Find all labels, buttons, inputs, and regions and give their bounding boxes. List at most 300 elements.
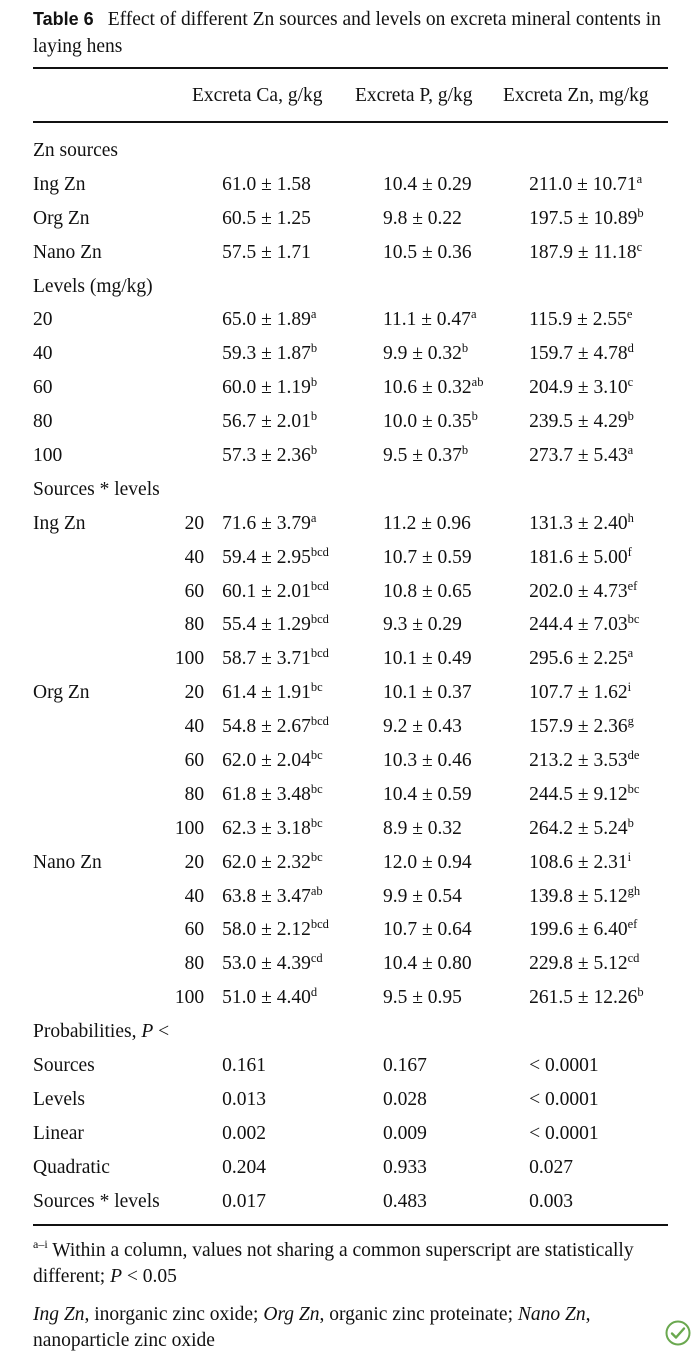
- abbr-def: , nanoparticle zinc oxide: [33, 1304, 591, 1351]
- row-label: [33, 337, 160, 371]
- table-row: [33, 507, 697, 541]
- row-label: [33, 744, 160, 778]
- level-label: [160, 337, 222, 371]
- level-label: [160, 710, 222, 744]
- cell-excreta-ca: [222, 1049, 383, 1083]
- cell-excreta-ca: [222, 337, 383, 371]
- significance-superscript: b: [310, 375, 318, 390]
- cell-excreta-p: [383, 1185, 529, 1219]
- cell-excreta-p: [383, 846, 529, 880]
- cell-excreta-ca: [222, 778, 383, 812]
- table-row: [33, 880, 697, 914]
- cell-excreta-zn: [529, 507, 697, 541]
- header-excreta-p: Excreta P, g/kg: [355, 85, 473, 106]
- table-row: [33, 608, 697, 642]
- section-label-value: Zn sources: [33, 139, 119, 161]
- level-label: [160, 168, 222, 202]
- level-label-value: 40: [184, 885, 205, 907]
- row-label: [33, 439, 160, 473]
- significance-superscript: d: [310, 985, 318, 1000]
- cell-excreta-ca-value: 57.5 ± 1.71: [222, 241, 311, 263]
- row-label: [33, 1083, 160, 1117]
- cell-excreta-zn: [529, 236, 697, 270]
- cell-excreta-p: [383, 913, 529, 947]
- cell-excreta-zn-value: 213.2 ± 3.53: [529, 749, 628, 771]
- cell-excreta-zn: [529, 405, 697, 439]
- table-row: [33, 202, 697, 236]
- row-label-value: 20: [33, 309, 53, 331]
- cell-excreta-zn-value: 202.0 ± 4.73: [529, 580, 628, 602]
- table-row: [33, 642, 697, 676]
- cell-excreta-ca: [222, 439, 383, 473]
- cell-excreta-p: [383, 1117, 529, 1151]
- significance-superscript: b: [637, 205, 644, 220]
- significance-superscript: b: [310, 409, 318, 424]
- level-label: [160, 1151, 222, 1185]
- level-label: [160, 303, 222, 337]
- section-label: [33, 134, 697, 168]
- significance-superscript: h: [627, 510, 634, 525]
- table-body: [33, 134, 697, 1219]
- cell-excreta-zn: [529, 1185, 697, 1219]
- row-label-value: Nano Zn: [33, 241, 102, 263]
- row-label-value: Nano Zn: [33, 851, 102, 873]
- row-label: [33, 507, 160, 541]
- cell-excreta-ca: [222, 371, 383, 405]
- cell-excreta-zn: [529, 676, 697, 710]
- cell-excreta-p-value: 10.1 ± 0.37: [382, 682, 472, 704]
- row-label: [33, 846, 160, 880]
- cell-excreta-zn-value: 244.4 ± 7.03: [529, 614, 628, 636]
- row-label: [33, 1151, 160, 1185]
- level-label-value: 80: [184, 953, 205, 975]
- header-excreta-zn: Excreta Zn, mg/kg: [503, 85, 649, 106]
- cell-excreta-ca: [222, 1151, 383, 1185]
- cell-excreta-zn-value: 108.6 ± 2.31: [529, 851, 628, 873]
- table-row: [33, 168, 697, 202]
- cell-excreta-zn-value: 0.003: [529, 1190, 573, 1212]
- cell-excreta-zn: [529, 303, 697, 337]
- cell-excreta-zn: [529, 337, 697, 371]
- table-row: [33, 473, 697, 507]
- cell-excreta-ca: [222, 744, 383, 778]
- cell-excreta-ca: [222, 541, 383, 575]
- cell-excreta-ca: [222, 303, 383, 337]
- cell-excreta-ca-value: 62.0 ± 2.32: [222, 851, 311, 873]
- cell-excreta-ca: [222, 168, 383, 202]
- row-label: [33, 1185, 160, 1219]
- cell-excreta-p: [383, 676, 529, 710]
- significance-superscript: bc: [627, 612, 640, 627]
- level-label: [160, 507, 222, 541]
- table-caption: [33, 6, 673, 60]
- significance-superscript: c: [627, 375, 634, 390]
- section-label-value: Sources * levels: [33, 478, 160, 500]
- significance-superscript: bcd: [310, 646, 329, 661]
- level-label-value: 40: [184, 716, 205, 738]
- cell-excreta-p-value: 10.0 ± 0.35: [382, 411, 472, 433]
- cell-excreta-ca-value: 59.4 ± 2.95: [222, 546, 311, 568]
- cell-excreta-p: [383, 337, 529, 371]
- cell-excreta-ca: [222, 608, 383, 642]
- cell-excreta-ca-value: 63.8 ± 3.47: [222, 885, 311, 907]
- cell-excreta-ca-value: 57.3 ± 2.36: [222, 444, 311, 466]
- cell-excreta-zn: [529, 1049, 697, 1083]
- cell-excreta-zn-value: 295.6 ± 2.25: [529, 648, 628, 670]
- significance-superscript: b: [627, 815, 634, 830]
- significance-superscript: b: [461, 341, 469, 356]
- significance-superscript: i: [627, 849, 632, 864]
- cell-excreta-zn-value: 199.6 ± 6.40: [529, 919, 628, 941]
- cell-excreta-p: [383, 371, 529, 405]
- significance-superscript: e: [626, 307, 633, 322]
- table-row: [33, 778, 697, 812]
- row-label: [33, 676, 160, 710]
- level-label: [160, 778, 222, 812]
- significance-superscript: gh: [627, 883, 641, 898]
- level-label-value: 20: [184, 682, 205, 704]
- cell-excreta-p: [383, 642, 529, 676]
- significance-superscript: g: [627, 714, 634, 729]
- row-label: [33, 236, 160, 270]
- significance-superscript: f: [627, 544, 632, 559]
- cell-excreta-p-value: 10.7 ± 0.59: [382, 546, 472, 568]
- significance-superscript: b: [310, 442, 318, 457]
- significance-superscript: bc: [310, 849, 323, 864]
- significance-superscript: cd: [310, 951, 323, 966]
- cell-excreta-zn-value: 181.6 ± 5.00: [529, 546, 628, 568]
- cell-excreta-zn-value: 273.7 ± 5.43: [529, 444, 628, 466]
- cell-excreta-zn: [529, 710, 697, 744]
- cell-excreta-p-value: 0.009: [382, 1122, 427, 1144]
- abbr-term: Nano Zn: [517, 1304, 586, 1325]
- cell-excreta-p-value: 10.4 ± 0.29: [382, 173, 472, 195]
- row-label: [33, 947, 160, 981]
- level-label-value: 60: [184, 919, 205, 941]
- cell-excreta-p: [383, 812, 529, 846]
- cell-excreta-zn-value: 244.5 ± 9.12: [529, 783, 628, 805]
- cell-excreta-p-value: 9.3 ± 0.29: [382, 614, 462, 636]
- row-label-value: Org Zn: [33, 682, 90, 704]
- cell-excreta-p-value: 11.1 ± 0.47: [382, 309, 471, 331]
- cell-excreta-ca-value: 0.161: [222, 1054, 266, 1076]
- table-row: [33, 1185, 697, 1219]
- cell-excreta-ca: [222, 1185, 383, 1219]
- cell-excreta-ca: [222, 981, 383, 1015]
- cell-excreta-ca: [222, 1083, 383, 1117]
- cell-excreta-zn: [529, 202, 697, 236]
- cell-excreta-ca: [222, 710, 383, 744]
- cell-excreta-p-value: 0.028: [382, 1088, 427, 1110]
- significance-superscript: a: [627, 646, 634, 661]
- significance-superscript: bcd: [310, 544, 329, 559]
- significance-superscript: ef: [627, 917, 638, 932]
- level-label-value: 100: [174, 817, 205, 839]
- section-label: [33, 1015, 697, 1049]
- cell-excreta-p-value: 9.2 ± 0.43: [382, 716, 462, 738]
- cell-excreta-ca-value: 0.013: [222, 1088, 266, 1110]
- cell-excreta-p: [383, 507, 529, 541]
- table-row: [33, 1049, 697, 1083]
- cell-excreta-p-value: 10.5 ± 0.36: [382, 241, 472, 263]
- level-label: [160, 744, 222, 778]
- cell-excreta-p: [383, 710, 529, 744]
- table-row: [33, 812, 697, 846]
- cell-excreta-p: [383, 541, 529, 575]
- cell-excreta-ca-value: 62.0 ± 2.04: [222, 749, 311, 771]
- cell-excreta-ca-value: 54.8 ± 2.67: [222, 716, 311, 738]
- significance-superscript: c: [636, 239, 643, 254]
- cell-excreta-p: [383, 202, 529, 236]
- cell-excreta-zn-value: 187.9 ± 11.18: [529, 241, 637, 263]
- level-label: [160, 575, 222, 609]
- cell-excreta-p-value: 9.5 ± 0.37: [382, 444, 462, 466]
- crossmark-icon[interactable]: [665, 1320, 691, 1346]
- significance-superscript: a: [470, 307, 477, 322]
- cell-excreta-ca-value: 56.7 ± 2.01: [222, 411, 311, 433]
- cell-excreta-ca-value: 61.0 ± 1.58: [222, 173, 311, 195]
- row-label: [33, 202, 160, 236]
- significance-superscript: a: [636, 171, 643, 186]
- table-row: [33, 947, 697, 981]
- cell-excreta-p: [383, 1151, 529, 1185]
- cell-excreta-p: [383, 981, 529, 1015]
- cell-excreta-p-value: 9.9 ± 0.54: [382, 885, 462, 907]
- cell-excreta-zn-value: 0.027: [529, 1156, 573, 1178]
- abbr-term: Org Zn: [263, 1304, 320, 1325]
- level-label: [160, 541, 222, 575]
- row-label-value: Ing Zn: [33, 173, 86, 195]
- significance-superscript: bc: [627, 781, 640, 796]
- level-label-value: 100: [174, 648, 205, 670]
- table-row: [33, 236, 697, 270]
- cell-excreta-zn: [529, 439, 697, 473]
- cell-excreta-p: [383, 1049, 529, 1083]
- cell-excreta-zn: [529, 744, 697, 778]
- cell-excreta-zn-value: 197.5 ± 10.89: [529, 207, 638, 229]
- cell-excreta-ca-value: 60.0 ± 1.19: [222, 377, 311, 399]
- level-label: [160, 405, 222, 439]
- row-label: [33, 981, 160, 1015]
- cell-excreta-zn-value: 211.0 ± 10.71: [529, 173, 637, 195]
- cell-excreta-zn-value: 157.9 ± 2.36: [529, 716, 628, 738]
- footnote-abbreviations: [33, 1302, 673, 1354]
- row-label: [33, 710, 160, 744]
- row-label-value: 40: [33, 343, 53, 365]
- significance-superscript: ab: [471, 375, 484, 390]
- significance-superscript: a: [310, 510, 317, 525]
- row-label-value: Sources * levels: [33, 1190, 160, 1212]
- cell-excreta-p: [383, 405, 529, 439]
- table-row: [33, 913, 697, 947]
- significance-superscript: cd: [627, 951, 640, 966]
- cell-excreta-zn-value: 264.2 ± 5.24: [529, 817, 628, 839]
- row-label-value: Levels: [33, 1088, 85, 1110]
- significance-superscript: a: [627, 442, 634, 457]
- row-label-value: Org Zn: [33, 207, 90, 229]
- header-excreta-ca: Excreta Ca, g/kg: [192, 85, 323, 106]
- row-label-value: Linear: [33, 1122, 84, 1144]
- table-row: [33, 134, 697, 168]
- cell-excreta-p-value: 0.167: [382, 1054, 427, 1076]
- cell-excreta-p-value: 10.1 ± 0.49: [382, 648, 472, 670]
- cell-excreta-ca: [222, 812, 383, 846]
- row-label: [33, 608, 160, 642]
- cell-excreta-zn: [529, 880, 697, 914]
- cell-excreta-ca-value: 58.0 ± 2.12: [222, 919, 311, 941]
- cell-excreta-zn: [529, 1117, 697, 1151]
- cell-excreta-zn: [529, 778, 697, 812]
- table-row: [33, 1015, 697, 1049]
- cell-excreta-ca-value: 0.017: [222, 1190, 266, 1212]
- cell-excreta-zn-value: 139.8 ± 5.12: [529, 885, 628, 907]
- table-row: [33, 710, 697, 744]
- cell-excreta-zn-value: 131.3 ± 2.40: [529, 512, 628, 534]
- table-row: [33, 1151, 697, 1185]
- cell-excreta-zn: [529, 541, 697, 575]
- significance-superscript: bcd: [310, 578, 329, 593]
- cell-excreta-p-value: 10.8 ± 0.65: [382, 580, 472, 602]
- level-label-value: 20: [184, 512, 205, 534]
- row-label-value: 100: [33, 444, 63, 466]
- abbr-def: , inorganic zinc oxide;: [84, 1304, 264, 1325]
- table-row: [33, 1083, 697, 1117]
- significance-superscript: bc: [310, 781, 323, 796]
- cell-excreta-ca-value: 61.4 ± 1.91: [222, 682, 311, 704]
- cell-excreta-ca: [222, 575, 383, 609]
- cell-excreta-ca-value: 65.0 ± 1.89: [222, 309, 311, 331]
- footnote-significance-text: Within a column, values not sharing a common superscript are statistically different; P < 0.05: [33, 1240, 634, 1287]
- level-label: [160, 880, 222, 914]
- cell-excreta-p: [383, 303, 529, 337]
- table-row: [33, 439, 697, 473]
- level-label: [160, 1117, 222, 1151]
- cell-excreta-zn-value: < 0.0001: [529, 1054, 599, 1076]
- cell-excreta-ca: [222, 202, 383, 236]
- row-label: [33, 642, 160, 676]
- cell-excreta-p: [383, 947, 529, 981]
- level-label: [160, 947, 222, 981]
- significance-superscript: ab: [310, 883, 323, 898]
- cell-excreta-ca-value: 0.002: [222, 1122, 266, 1144]
- table-row: [33, 270, 697, 304]
- cell-excreta-zn-value: 159.7 ± 4.78: [529, 343, 628, 365]
- header-rule: [33, 121, 668, 123]
- cell-excreta-ca: [222, 880, 383, 914]
- section-label: [33, 473, 697, 507]
- cell-excreta-ca: [222, 947, 383, 981]
- cell-excreta-zn: [529, 846, 697, 880]
- cell-excreta-ca: [222, 1117, 383, 1151]
- cell-excreta-zn: [529, 371, 697, 405]
- level-label: [160, 642, 222, 676]
- significance-superscript: i: [627, 680, 632, 695]
- level-label: [160, 981, 222, 1015]
- row-label-value: 60: [33, 377, 53, 399]
- cell-excreta-p: [383, 778, 529, 812]
- cell-excreta-ca-value: 61.8 ± 3.48: [222, 783, 311, 805]
- significance-superscript: b: [310, 341, 318, 356]
- row-label: [33, 778, 160, 812]
- section-label-value: Levels (mg/kg): [33, 275, 153, 297]
- cell-excreta-p: [383, 168, 529, 202]
- table-row: [33, 337, 697, 371]
- level-label: [160, 676, 222, 710]
- cell-excreta-ca: [222, 642, 383, 676]
- significance-superscript: bc: [310, 747, 323, 762]
- table-row: [33, 676, 697, 710]
- cell-excreta-zn: [529, 642, 697, 676]
- cell-excreta-p-value: 0.933: [382, 1156, 427, 1178]
- cell-excreta-p: [383, 744, 529, 778]
- level-label: [160, 439, 222, 473]
- level-label: [160, 1049, 222, 1083]
- cell-excreta-ca: [222, 236, 383, 270]
- significance-superscript: bcd: [310, 714, 329, 729]
- cell-excreta-p: [383, 439, 529, 473]
- cell-excreta-p: [383, 608, 529, 642]
- cell-excreta-p-value: 12.0 ± 0.94: [382, 851, 472, 873]
- cell-excreta-p: [383, 236, 529, 270]
- cell-excreta-p-value: 9.8 ± 0.22: [382, 207, 462, 229]
- cell-excreta-p-value: 11.2 ± 0.96: [382, 512, 471, 534]
- cell-excreta-p-value: 9.9 ± 0.32: [382, 343, 462, 365]
- table-label: Table 6: [33, 9, 94, 29]
- table-row: [33, 371, 697, 405]
- cell-excreta-p-value: 0.483: [382, 1190, 427, 1212]
- abbr-term: Ing Zn: [33, 1304, 85, 1325]
- row-label-value: Quadratic: [33, 1156, 110, 1178]
- level-label-value: 60: [184, 580, 205, 602]
- row-label-value: Sources: [33, 1054, 95, 1076]
- row-label: [33, 1049, 160, 1083]
- significance-superscript: b: [471, 409, 478, 424]
- cell-excreta-p: [383, 880, 529, 914]
- row-label: [33, 575, 160, 609]
- row-label-value: 80: [33, 411, 53, 433]
- row-label: [33, 1117, 160, 1151]
- table-row: [33, 575, 697, 609]
- footnote-significance: [33, 1238, 673, 1290]
- cell-excreta-ca-value: 58.7 ± 3.71: [222, 648, 311, 670]
- level-label: [160, 846, 222, 880]
- cell-excreta-ca-value: 60.5 ± 1.25: [222, 207, 311, 229]
- abbr-def: , organic zinc proteinate;: [319, 1304, 518, 1325]
- significance-superscript: bcd: [310, 612, 329, 627]
- cell-excreta-p-value: 10.3 ± 0.46: [382, 749, 472, 771]
- cell-excreta-zn: [529, 575, 697, 609]
- cell-excreta-zn-value: 107.7 ± 1.62: [529, 682, 628, 704]
- cell-excreta-zn: [529, 608, 697, 642]
- cell-excreta-zn-value: < 0.0001: [529, 1122, 599, 1144]
- significance-superscript: d: [627, 341, 634, 356]
- cell-excreta-ca: [222, 405, 383, 439]
- cell-excreta-zn: [529, 1083, 697, 1117]
- table-row: [33, 981, 697, 1015]
- cell-excreta-zn: [529, 947, 697, 981]
- level-label: [160, 236, 222, 270]
- row-label: [33, 812, 160, 846]
- level-label-value: 20: [184, 851, 205, 873]
- cell-excreta-zn-value: < 0.0001: [529, 1088, 599, 1110]
- cell-excreta-ca-value: 55.4 ± 1.29: [222, 614, 311, 636]
- row-label: [33, 913, 160, 947]
- bottom-rule: [33, 1224, 668, 1226]
- cell-excreta-ca: [222, 507, 383, 541]
- significance-superscript: b: [461, 442, 469, 457]
- cell-excreta-p-value: 8.9 ± 0.32: [382, 817, 462, 839]
- table-row: [33, 541, 697, 575]
